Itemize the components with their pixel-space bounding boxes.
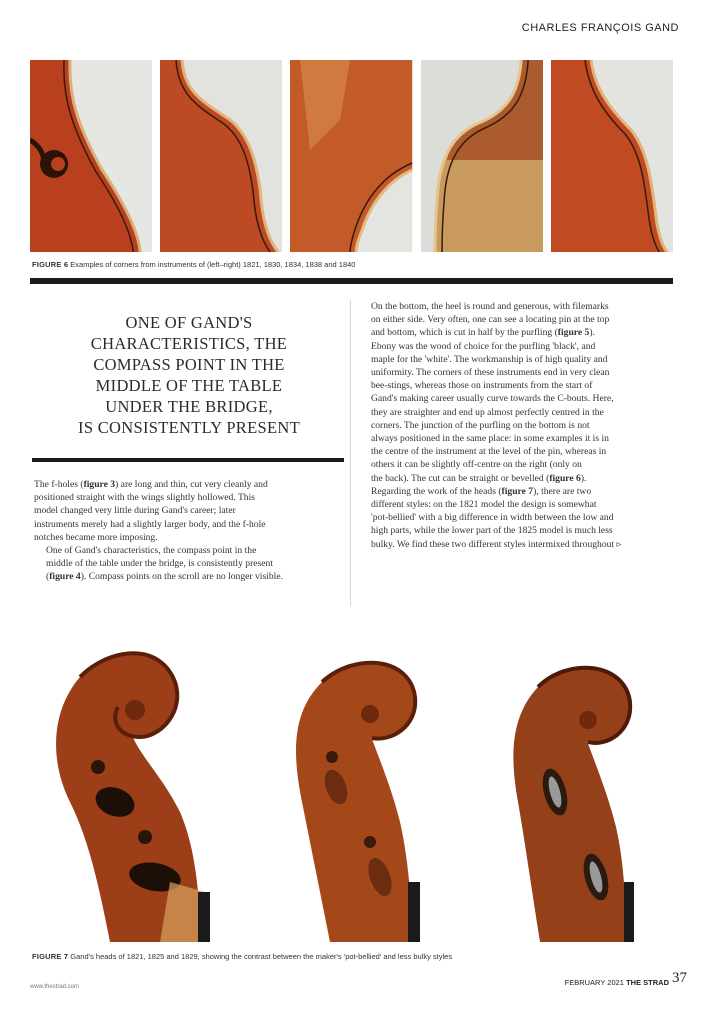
- body-paragraph: [34, 544, 340, 584]
- figure-7-label: FIGURE 7: [32, 952, 69, 961]
- pull-quote-line: UNDER THE BRIDGE,: [105, 397, 273, 416]
- body-line: bulky. We find these two different styles intermixed throughout ▹: [371, 538, 622, 550]
- body-line: instruments merely had a slightly larger body, and the f-hole: [34, 518, 266, 530]
- body-line: different styles: on the 1821 model the design is somewhat: [371, 499, 597, 511]
- figure-6-label: FIGURE 6: [32, 260, 69, 269]
- pull-quote-line: MIDDLE OF THE TABLE: [95, 376, 283, 395]
- pull-quote: [34, 312, 344, 438]
- body-line: uniformity. The corners of these instruments end in very clean: [371, 367, 610, 379]
- body-line: others it can be slightly off-centre on the right (only on: [371, 459, 582, 471]
- section-divider-rule: [30, 278, 673, 284]
- body-line: The f-holes (figure 3) are long and thin, cut very cleanly and: [34, 479, 268, 490]
- figure-6-caption: [32, 260, 355, 269]
- body-line: 'pot-bellied' with a big difference in width between the low and: [371, 512, 614, 524]
- body-line: model changed very little during Gand's career; later: [34, 505, 236, 517]
- body-line: positioned straight with the wings slightly hollowed. This: [34, 492, 256, 504]
- column-divider: [350, 300, 351, 606]
- body-line: and bottom, which is cut in half by the purfling (figure 5).: [371, 327, 595, 339]
- body-line: on either side. Very often, one can see a locating pin at the top: [371, 314, 610, 326]
- body-paragraph: [359, 340, 673, 485]
- pull-quote-line: ONE OF GAND'S: [125, 313, 253, 332]
- footer-url: www.thestrad.com: [30, 984, 80, 990]
- body-line: the centre of the instrument at the level of the pin, whereas in: [371, 446, 607, 458]
- figure-7-heads-photo: [40, 642, 660, 942]
- figure-7-caption: [32, 952, 452, 961]
- body-line: notches became more imposing.: [34, 531, 158, 543]
- body-line: high parts, while the lower part of the 1825 model is much less: [371, 525, 613, 537]
- pull-quote-line: IS CONSISTENTLY PRESENT: [78, 418, 300, 437]
- violin-head-1825: [296, 663, 420, 942]
- figure-7-caption-text: Gand's heads of 1821, 1825 and 1829, showing the contrast between the maker's 'pot-bellied' and less bulky styles: [70, 952, 453, 961]
- body-line: Regarding the work of the heads (figure 7), there are two: [371, 485, 592, 497]
- body-line: maple for the 'white'. The workmanship is of high quality and: [371, 353, 608, 365]
- body-line: they are straighter and end up almost perfectly centred in the: [371, 406, 604, 418]
- body-line: Ebony was the wood of choice for the purfling 'black', and: [371, 340, 596, 352]
- footer-issue: [565, 978, 669, 987]
- footer-issue-date: FEBRUARY 2021: [564, 978, 624, 987]
- body-line: middle of the table under the bridge, is consistently present: [46, 558, 273, 570]
- violin-head-1821: [56, 653, 210, 942]
- body-column-left: [34, 478, 340, 584]
- figure-6-corner-photos: [30, 60, 673, 252]
- body-line: Gand's making career usually curve towards the C-bouts. Here,: [371, 393, 614, 405]
- body-paragraph: [359, 485, 673, 551]
- body-paragraph: [34, 478, 340, 544]
- running-head: CHARLES FRANÇOIS GAND: [521, 22, 679, 34]
- body-line: bee-stings, whereas those on instruments from the start of: [371, 380, 593, 392]
- pull-quote-rule: [32, 458, 344, 462]
- body-line: always positioned in the same place: in some examples it is in: [371, 433, 609, 445]
- figure-6-caption-text: Examples of corners from instruments of (left–right) 1821, 1830, 1834, 1838 and 1840: [70, 260, 356, 269]
- body-paragraph: [359, 300, 673, 340]
- pull-quote-line: COMPASS POINT IN THE: [93, 355, 285, 374]
- corner-photo-1821: [30, 60, 152, 252]
- footer-magazine-name: THE STRAD: [626, 978, 669, 987]
- violin-head-1829: [513, 668, 634, 942]
- pull-quote-line: CHARACTERISTICS, THE: [90, 334, 288, 353]
- page-number: 37: [672, 970, 687, 986]
- corner-photo-1840: [551, 60, 673, 252]
- body-line: (figure 4). Compass points on the scroll are no longer visible.: [46, 571, 283, 583]
- body-column-right: [359, 300, 673, 551]
- body-line: On the bottom, the heel is round and generous, with filemarks: [371, 301, 609, 312]
- body-line: corners. The junction of the purfling on the bottom is not: [371, 419, 590, 431]
- corner-photo-1838: [421, 60, 543, 252]
- body-line: the back). The cut can be straight or bevelled (figure 6).: [371, 472, 587, 484]
- corner-photo-1830: [160, 60, 282, 252]
- corner-photo-1834: [290, 60, 412, 252]
- body-line: One of Gand's characteristics, the compass point in the: [46, 545, 257, 557]
